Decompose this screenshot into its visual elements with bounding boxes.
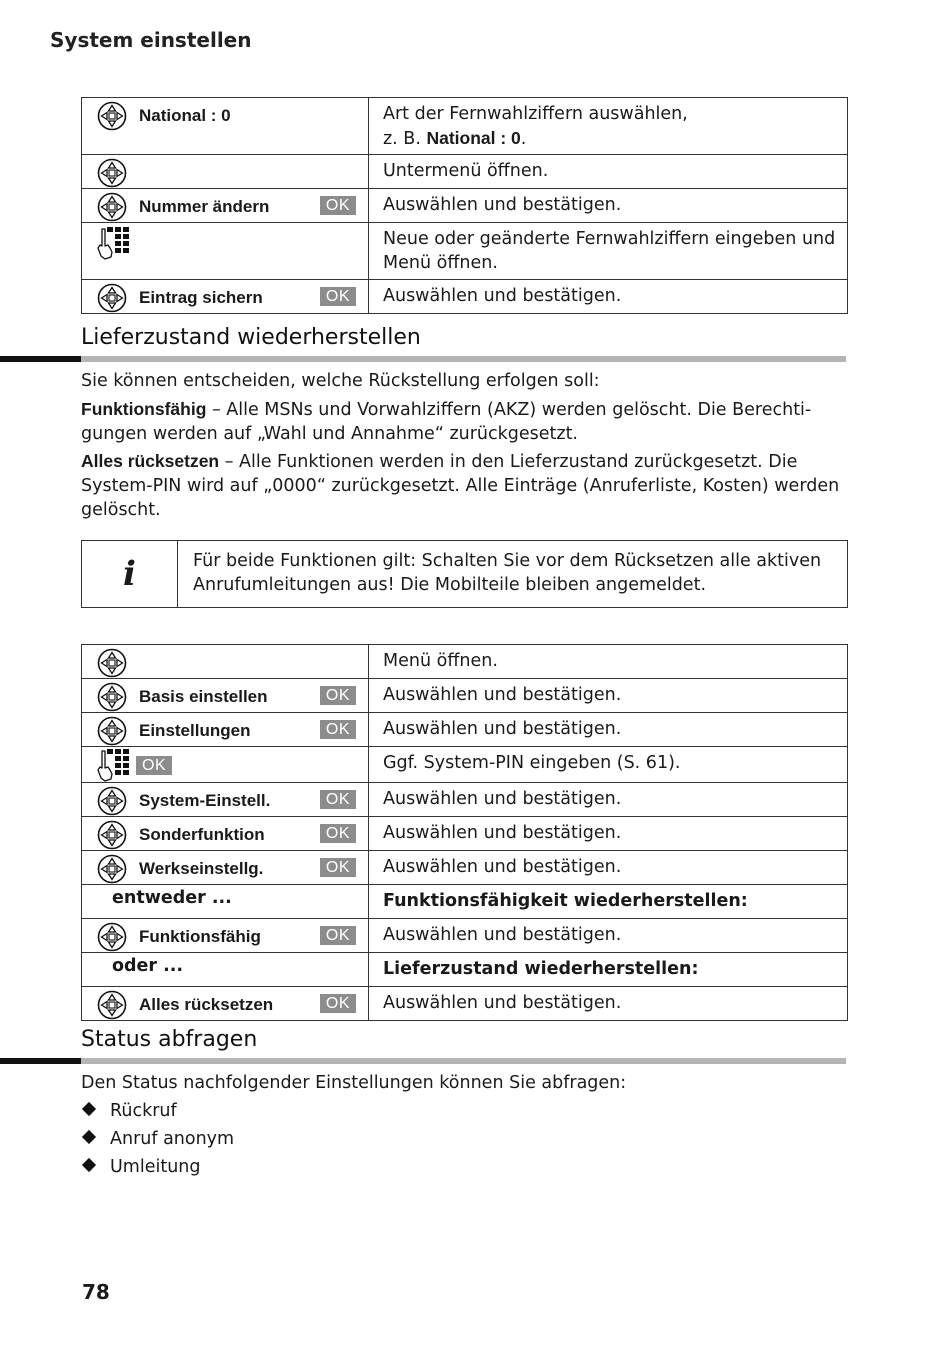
table-row — [82, 645, 848, 679]
paragraph-alles-ruecksetzen: Alles rücksetzen – Alle Funktionen werden in den Lieferzustand zurückgesetzt. Die System-PIN wird auf „0000“ zurückgesetzt. Alle Einträge (Anruferliste, Kosten) werden gelöscht. — [81, 451, 840, 520]
step-description: Auswählen und bestätigen. — [369, 817, 848, 851]
ok-key: OK — [320, 994, 356, 1013]
menu-entry-label: Einstellungen — [139, 721, 251, 740]
steps-table-national — [81, 97, 848, 314]
ok-key: OK — [320, 790, 356, 809]
section-rule-grey — [81, 1058, 846, 1064]
bullet-icon — [82, 1158, 96, 1172]
ok-key: OK — [320, 858, 356, 877]
navigation-key-icon — [97, 101, 127, 131]
menu-entry-label: Werkseinstellg. — [139, 859, 264, 878]
table-row — [82, 679, 848, 713]
bullet-icon — [82, 1102, 96, 1116]
step-description: Menü öffnen. — [369, 645, 848, 679]
navigation-key-icon — [97, 786, 127, 816]
list-item: Anruf anonym — [80, 1125, 234, 1153]
ok-key: OK — [320, 926, 356, 945]
step-description-example: z. B. National : 0. — [383, 128, 527, 149]
step-description: Auswählen und bestätigen. — [369, 987, 848, 1021]
step-description: Auswählen und bestätigen. — [369, 713, 848, 747]
list-item: Rückruf — [80, 1097, 234, 1125]
step-description: Art der Fernwahlziffern auswählen, — [383, 104, 688, 124]
step-description: Auswählen und bestätigen. — [369, 783, 848, 817]
section-title: Status abfragen — [81, 1027, 258, 1052]
list-item: Umleitung — [80, 1153, 234, 1181]
navigation-key-icon — [97, 648, 127, 678]
table-row — [82, 280, 848, 314]
section-rule-black — [0, 1058, 81, 1064]
step-description: Auswählen und bestätigen. — [369, 679, 848, 713]
navigation-key-icon — [97, 716, 127, 746]
status-list — [80, 1097, 234, 1181]
ok-key: OK — [320, 720, 356, 739]
step-description: Ggf. System-PIN eingeben (S. 61). — [369, 747, 848, 783]
page-number: 78 — [82, 1280, 110, 1304]
menu-entry-label: Basis einstellen — [139, 687, 268, 706]
menu-entry-label: Nummer ändern — [139, 197, 270, 216]
condition-heading: Funktionsfähigkeit wiederherstellen: — [369, 885, 848, 919]
table-row — [82, 919, 848, 953]
step-description: Untermenü öffnen. — [369, 155, 848, 189]
table-row — [82, 851, 848, 885]
ok-key: OK — [136, 756, 172, 775]
step-description: Neue oder geänderte Fernwahlziffern eingeben und Menü öffnen. — [369, 223, 848, 280]
menu-entry-label: Alles rücksetzen — [139, 995, 274, 1014]
step-description: Auswählen und bestätigen. — [369, 919, 848, 953]
condition-label: oder ... — [112, 956, 184, 976]
info-icon: i — [82, 541, 178, 607]
steps-table-reset — [81, 644, 848, 1021]
menu-entry-label: System-Einstell. — [139, 791, 271, 810]
step-description: Auswählen und bestätigen. — [369, 851, 848, 885]
step-description: Auswählen und bestätigen. — [369, 280, 848, 314]
menu-entry-label: Sonderfunktion — [139, 825, 265, 844]
step-description: Auswählen und bestätigen. — [369, 189, 848, 223]
section-title: Lieferzustand wiederherstellen — [81, 325, 421, 350]
condition-heading: Lieferzustand wiederherstellen: — [369, 953, 848, 987]
table-row — [82, 783, 848, 817]
paragraph-funktionsfaehig: Funktionsfähig – Alle MSNs und Vorwahlziffern (AKZ) werden gelöscht. Die Berechti- gungen werden auf „Wahl und Annahme“ zurückgesetzt. — [81, 399, 812, 444]
navigation-key-icon — [97, 854, 127, 884]
section-intro: Den Status nachfolgender Einstellungen können Sie abfragen: — [81, 1073, 627, 1093]
table-row — [82, 189, 848, 223]
table-row — [82, 987, 848, 1021]
table-row — [82, 713, 848, 747]
condition-label: entweder ... — [112, 888, 232, 908]
table-row — [82, 747, 848, 783]
navigation-key-icon — [97, 192, 127, 222]
ok-key: OK — [320, 196, 356, 215]
table-row — [82, 953, 848, 987]
table-row — [82, 885, 848, 919]
table-row — [82, 223, 848, 280]
ok-key: OK — [320, 686, 356, 705]
keypad-icon — [96, 226, 130, 260]
table-row — [82, 817, 848, 851]
navigation-key-icon — [97, 682, 127, 712]
info-box — [81, 540, 848, 608]
ok-key: OK — [320, 824, 356, 843]
table-row — [82, 155, 848, 189]
menu-entry-label: National : 0 — [139, 106, 231, 125]
navigation-key-icon — [97, 158, 127, 188]
menu-entry-label: Funktionsfähig — [139, 927, 261, 946]
navigation-key-icon — [97, 283, 127, 313]
section-rule-black — [0, 356, 81, 362]
table-row — [82, 98, 848, 155]
section-rule-grey — [81, 356, 846, 362]
navigation-key-icon — [97, 922, 127, 952]
info-text: Für beide Funktionen gilt: Schalten Sie vor dem Rücksetzen alle aktiven Anrufumleitungen aus! Die Mobilteile bleiben angemeldet. — [193, 551, 822, 595]
keypad-icon — [96, 748, 130, 782]
page-header-title: System einstellen — [50, 28, 252, 52]
navigation-key-icon — [97, 990, 127, 1020]
bullet-icon — [82, 1130, 96, 1144]
section-intro: Sie können entscheiden, welche Rückstellung erfolgen soll: — [81, 371, 600, 391]
ok-key: OK — [320, 287, 356, 306]
navigation-key-icon — [97, 820, 127, 850]
menu-entry-label: Eintrag sichern — [139, 288, 263, 307]
